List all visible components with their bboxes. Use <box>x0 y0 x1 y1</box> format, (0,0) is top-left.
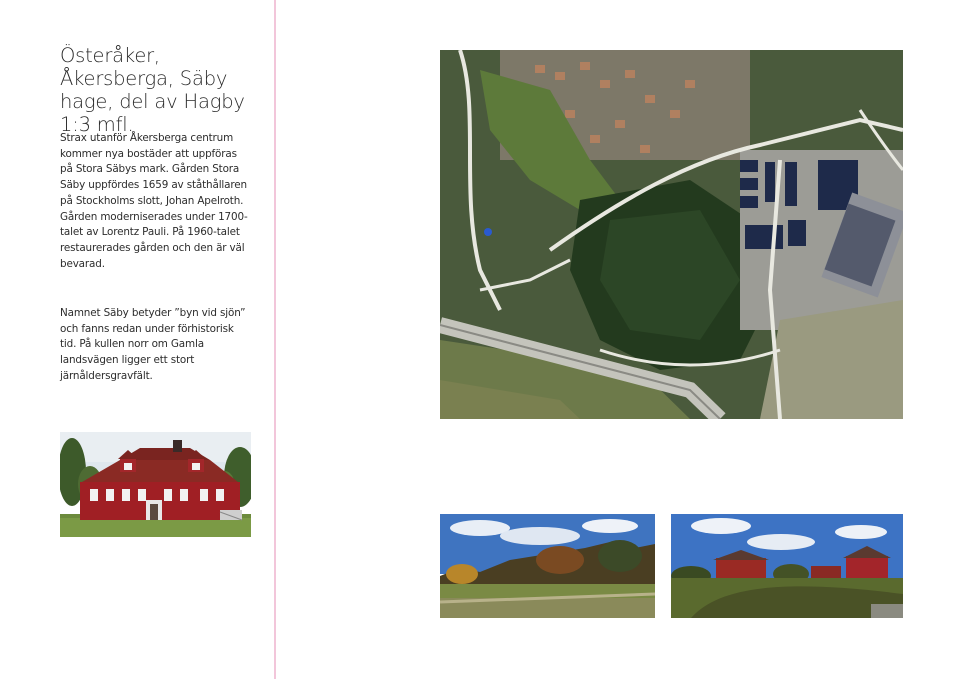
farm-buildings-photo <box>671 514 903 618</box>
left-page <box>0 0 274 679</box>
intro-paragraph: Strax utanför Åkersberga centrum kommer nya bostäder att uppföras på Stora Säbys mark. Gården Stora Säby uppfördes 1659 av ståthållaren på Stockholms slott, Johan Apelroth. Gården moderniserades under 1700-talet av Lorentz Pauli. På 1960-talet restaurerades gården och den är väl bevarad. <box>60 132 248 270</box>
history-paragraph: Namnet Säby betyder ”byn vid sjön” och fanns redan under förhistorisk tid. På kullen norr om Gamla landsvägen ligger ett stort järnåldersgravfält. <box>60 307 246 382</box>
page-title: Österåker, Åkersberga, Säby hage, del av Hagby 1:3 mfl. <box>60 44 245 136</box>
aerial-map-photo <box>440 50 903 419</box>
page-divider <box>274 0 276 679</box>
manor-house-photo <box>60 432 251 537</box>
field-landscape-photo <box>440 514 655 618</box>
